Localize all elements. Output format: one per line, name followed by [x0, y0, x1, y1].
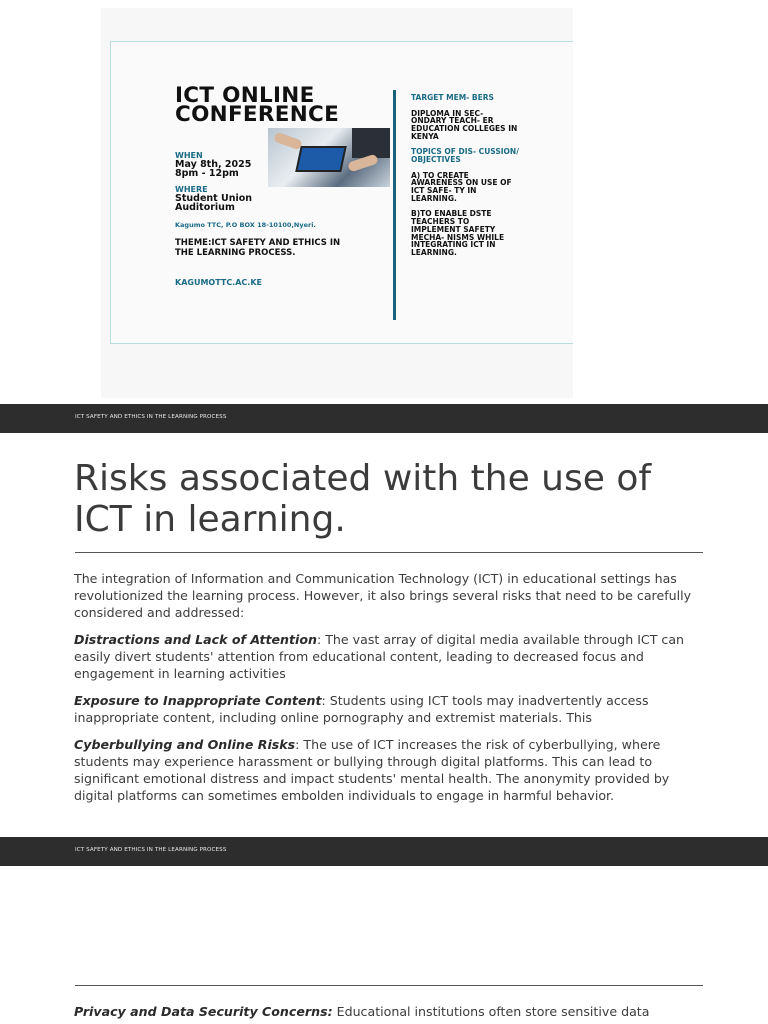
poster-website: KAGUMOTTC.AC.KE: [175, 278, 262, 287]
risk-text: : The vast array of digital media available through ICT can easily divert students' attention from educational content, leading to decreased focus and engagement in learning activities: [74, 632, 685, 681]
where-line1: Student Union: [175, 193, 253, 204]
risk-title: Distractions and Lack of Attention: [74, 632, 317, 647]
poster-title-block: [175, 83, 385, 127]
risk-text: Educational institutions often store sensitive data: [332, 1004, 650, 1019]
theme-line1: THEME:ICT SAFETY AND ETHICS IN: [175, 238, 341, 248]
where-line2: Auditorium: [175, 202, 235, 213]
objective-b: B)TO ENABLE DSTE TEACHERS TO IMPLEMENT SAFETY MECHA- NISMS WHILE INTEGRATING ICT IN LEARNING.: [411, 209, 505, 257]
page-header-bar: [0, 404, 768, 433]
risk-item-inappropriate-content: [74, 692, 704, 726]
risk-item-distractions: [74, 631, 704, 682]
poster-address: Kagumo TTC, P.O BOX 18-10100,Nyeri.: [175, 221, 316, 229]
where-label: WHERE: [175, 185, 208, 194]
poster-divider: [393, 90, 396, 320]
risk-text: : The use of ICT increases the risk of cyberbullying, where students may experience harassment or bullying through digital platforms. This can lead to significant emotional distress and impact students' mental health. The anonymity provided by digital platforms can sometimes embolden individuals to engage in harmful behavior.: [74, 737, 670, 803]
when-date: May 8th, 2025: [175, 159, 252, 170]
risk-title: Privacy and Data Security Concerns:: [74, 1004, 333, 1019]
topics-label: TOPICS OF DIS- CUSSION/ OBJECTIVES: [411, 147, 519, 164]
theme-line2: THE LEARNING PROCESS.: [175, 248, 296, 258]
section-rule: [75, 985, 703, 986]
page-header-bar-2: [0, 837, 768, 866]
article-heading: Risks associated with the use of ICT in learning.: [74, 458, 652, 540]
conference-poster-image: [101, 8, 573, 398]
poster-right-column: [411, 94, 521, 265]
risk-item-cyberbullying: [74, 736, 704, 804]
risk-title: Cyberbullying and Online Risks: [74, 737, 296, 752]
poster-card: [110, 41, 573, 344]
risk-item-privacy: [74, 1003, 704, 1020]
objective-a: A) TO CREATE AWARENESS ON USE OF ICT SAFE- TY IN LEARNING.: [411, 170, 512, 203]
when-time: 8pm - 12pm: [175, 168, 239, 179]
heading-rule: [75, 552, 703, 553]
poster-title-line2: CONFERENCE: [175, 102, 340, 127]
intro-paragraph: The integration of Information and Communication Technology (ICT) in educational settings has revolutionized the learning process. However, it also brings several risks that need to be carefully considered and addressed:: [74, 571, 692, 620]
target-text: DIPLOMA IN SEC- ONDARY TEACH- ER EDUCATION COLLEGES IN KENYA: [411, 108, 518, 141]
risk-title: Exposure to Inappropriate Content: [74, 693, 322, 708]
laptop-photo: [268, 128, 390, 187]
poster-title-line1: ICT ONLINE: [175, 83, 315, 108]
page-header-text: ICT SAFETY AND ETHICS IN THE LEARNING PROCESS: [75, 847, 227, 853]
risk-text: : Students using ICT tools may inadvertently access inappropriate content, including online pornography and extremist materials. This: [74, 693, 649, 725]
when-label: WHEN: [175, 151, 203, 160]
page-header-text: ICT SAFETY AND ETHICS IN THE LEARNING PROCESS: [75, 414, 227, 420]
target-label: TARGET MEM- BERS: [411, 93, 494, 102]
